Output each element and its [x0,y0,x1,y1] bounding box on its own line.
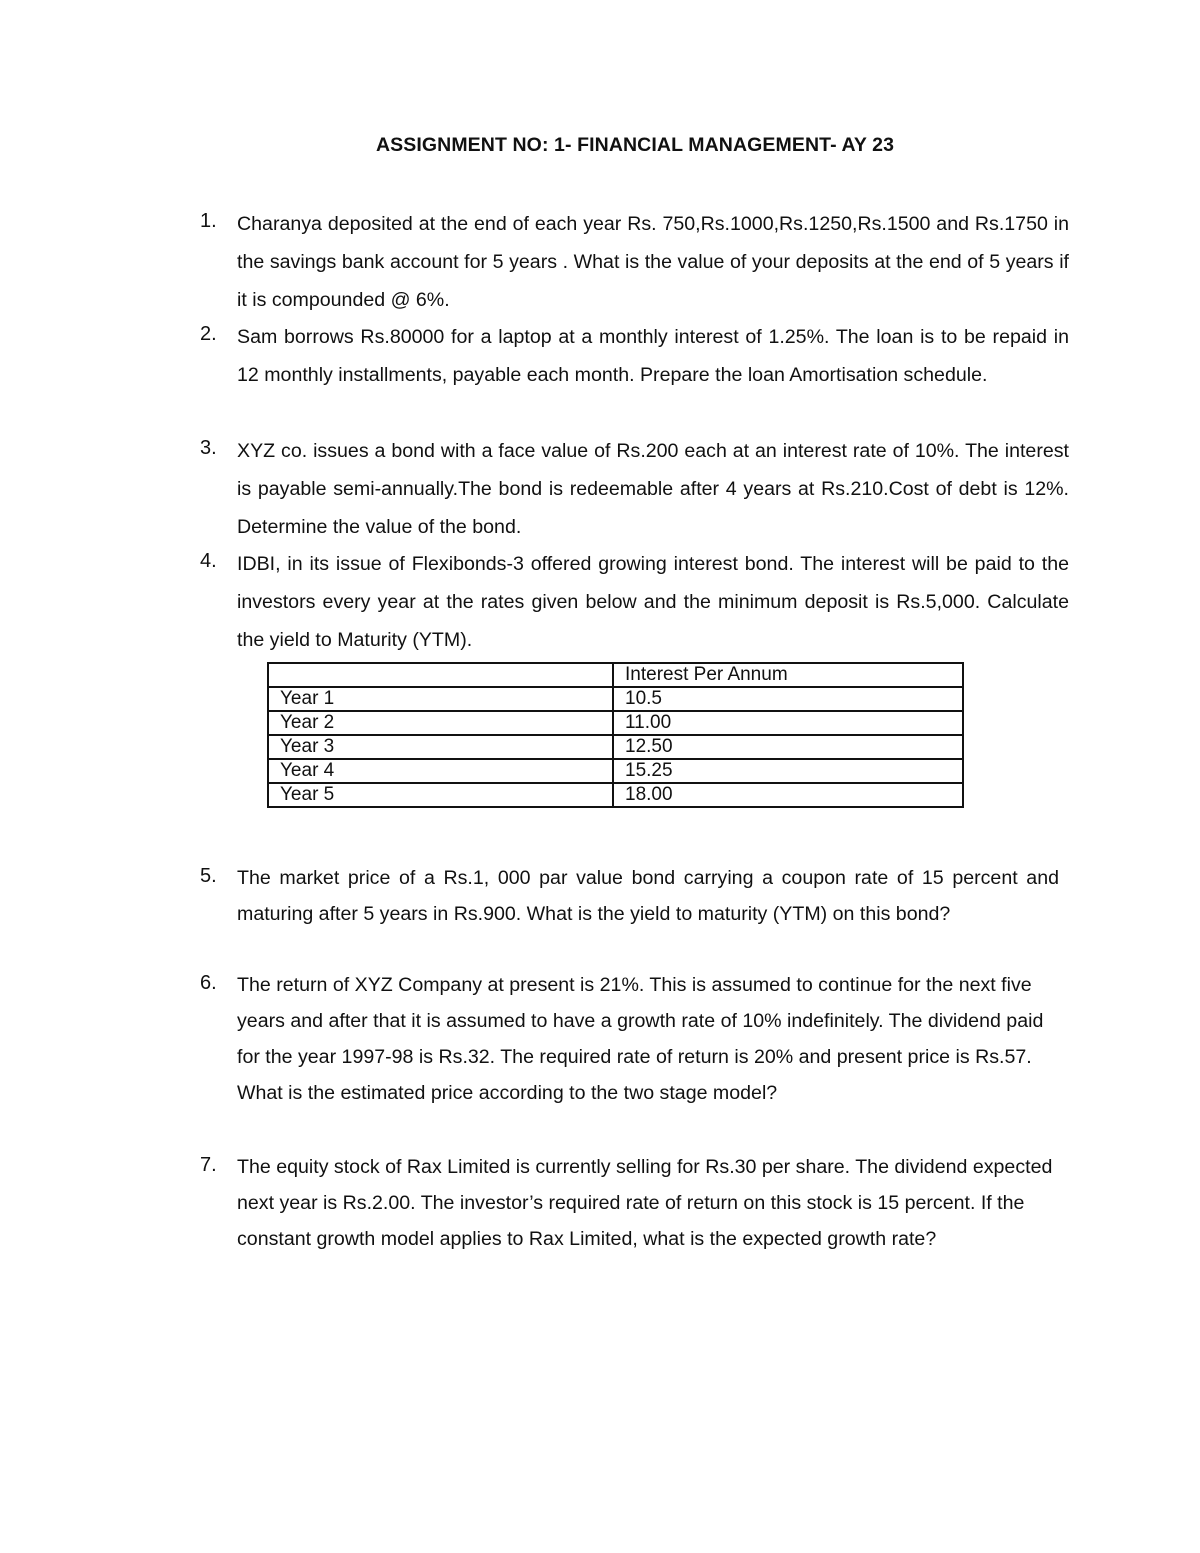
interest-rate-table [267,662,964,808]
rate-cell: 11.00 [613,711,963,735]
question-text: XYZ co. issues a bond with a face value of Rs.200 each at an interest rate of 10%. The interest is payable semi-annually.The bond is redeemable after 4 years at Rs.210.Cost of debt is 12%. Determine the value of the bond. [237,440,1069,538]
table-header-row [268,663,963,687]
year-cell: Year 1 [268,687,613,711]
question-number: 3. [200,437,217,459]
question-number: 1. [200,210,217,232]
table-row [268,783,963,807]
rate-cell: 15.25 [613,759,963,783]
question-text: IDBI, in its issue of Flexibonds-3 offered growing interest bond. The interest will be paid to the investors every year at the rates given below and the minimum deposit is Rs.5,000. Calculate the yield to Maturity (YTM). [237,553,1069,651]
question-text: The market price of a Rs.1, 000 par value bond carrying a coupon rate of 15 percent and maturing after 5 years in Rs.900. What is the yield to maturity (YTM) on this bond? [237,867,1059,925]
question-text: Charanya deposited at the end of each year Rs. 750,Rs.1000,Rs.1250,Rs.1500 and Rs.1750 in the savings bank account for 5 years . What is the value of your deposits at the end of 5 years if it is compounded @ 6%. [237,213,1069,311]
table-row [268,759,963,783]
question-text: Sam borrows Rs.80000 for a laptop at a monthly interest of 1.25%. The loan is to be repaid in 12 monthly installments, payable each month. Prepare the loan Amortisation schedule. [237,326,1069,386]
year-cell: Year 2 [268,711,613,735]
rate-cell: 18.00 [613,783,963,807]
question-number: 6. [200,972,217,994]
table-header-cell: Interest Per Annum [613,663,963,687]
question-text: The equity stock of Rax Limited is currently selling for Rs.30 per share. The dividend expected next year is Rs.2.00. The investor’s required rate of return on this stock is 15 percent. If the constant growth model applies to Rax Limited, what is the expected growth rate? [237,1156,1053,1250]
question-number: 7. [200,1154,217,1176]
rate-cell: 12.50 [613,735,963,759]
question-number: 5. [200,865,217,887]
year-cell: Year 5 [268,783,613,807]
year-cell: Year 3 [268,735,613,759]
rate-cell: 10.5 [613,687,963,711]
question-text: The return of XYZ Company at present is 21%. This is assumed to continue for the next five years and after that it is assumed to have a growth rate of 10% indefinitely. The dividend paid for the year 1997-98 is Rs.32. The required rate of return is 20% and present price is Rs.57. What is the estimated price according to the two stage model? [237,974,1044,1104]
question-number: 2. [200,323,217,345]
page-title: ASSIGNMENT NO: 1- FINANCIAL MANAGEMENT- AY 23 [375,134,895,156]
table-row [268,711,963,735]
year-cell: Year 4 [268,759,613,783]
table-row [268,687,963,711]
table-row [268,735,963,759]
question-number: 4. [200,550,217,572]
table-header-cell [268,663,613,687]
